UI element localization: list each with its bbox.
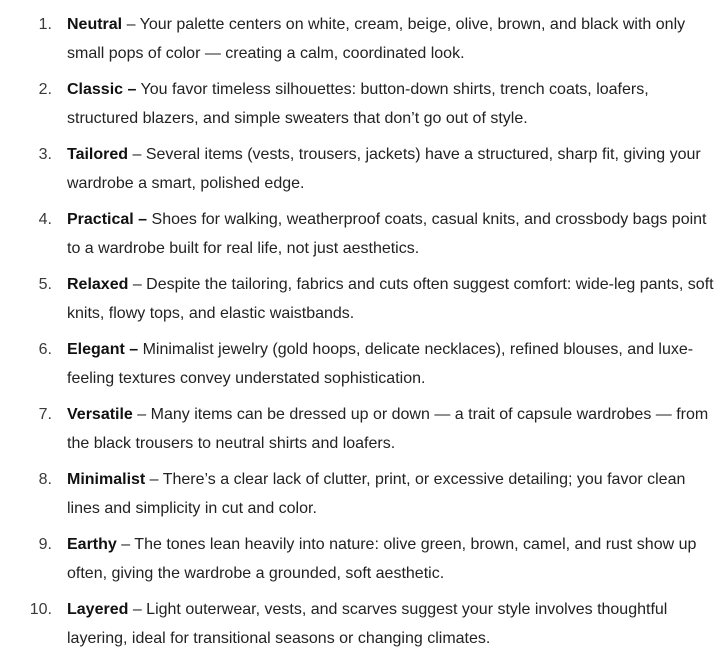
item-term: Elegant – (67, 341, 139, 358)
item-text (67, 595, 715, 653)
list-item (0, 140, 720, 202)
item-term: Classic – (67, 81, 137, 98)
item-term: Relaxed (67, 276, 129, 293)
item-description: Many items can be dressed up or down — a trait of capsule wardrobes — from the black trousers to neutral shirts and loafers. (67, 406, 709, 452)
item-text (67, 465, 715, 523)
item-term: Layered (67, 601, 129, 618)
item-number: 5. (38, 276, 52, 293)
item-dash: – (128, 601, 147, 618)
item-term: Minimalist (67, 471, 146, 488)
item-text (67, 335, 715, 393)
item-term: Tailored (67, 146, 129, 163)
item-description: The tones lean heavily into nature: olive green, brown, camel, and rust show up often, giving the wardrobe a grounded, soft aesthetic. (67, 536, 697, 582)
item-text (67, 75, 715, 133)
item-number: 4. (38, 211, 52, 228)
list-item (0, 335, 720, 397)
item-dash: – (128, 146, 146, 163)
item-number: 9. (38, 536, 52, 553)
item-dash: – (132, 406, 151, 423)
item-term: Neutral (67, 16, 123, 33)
item-term: Earthy (67, 536, 117, 553)
item-number: 8. (38, 471, 52, 488)
item-dash: – (116, 536, 135, 553)
item-text (67, 530, 715, 588)
item-number: 6. (38, 341, 52, 358)
list-item (0, 530, 720, 592)
item-number: 2. (38, 81, 52, 98)
item-dash: – (128, 276, 147, 293)
item-text (67, 270, 715, 328)
list-item (0, 465, 720, 527)
item-description: Despite the tailoring, fabrics and cuts often suggest comfort: wide-leg pants, soft knits, flowy tops, and elastic waistbands. (67, 276, 714, 322)
item-term: Versatile (67, 406, 133, 423)
item-description: Light outerwear, vests, and scarves suggest your style involves thoughtful layering, ideal for transitional seasons or changing climates. (67, 601, 668, 647)
item-description: Minimalist jewelry (gold hoops, delicate necklaces), refined blouses, and luxe-feeling textures convey understated sophistication. (67, 341, 694, 387)
list-item (0, 400, 720, 462)
item-description: Several items (vests, trousers, jackets) have a structured, sharp fit, giving your wardrobe a smart, polished edge. (67, 146, 701, 192)
list-item (0, 270, 720, 332)
item-text (67, 10, 715, 68)
item-description: Shoes for walking, weatherproof coats, casual knits, and crossbody bags point to a wardrobe built for real life, not just aesthetics. (67, 211, 707, 257)
item-number: 10. (29, 601, 52, 618)
item-text (67, 140, 715, 198)
item-term: Practical – (67, 211, 148, 228)
item-number: 3. (38, 146, 52, 163)
list-item (0, 10, 720, 72)
item-number: 7. (38, 406, 52, 423)
list-item (0, 205, 720, 267)
item-text (67, 400, 715, 458)
item-description: You favor timeless silhouettes: button-down shirts, trench coats, loafers, structured blazers, and simple sweaters that don’t go out of style. (67, 81, 649, 127)
item-description: There’s a clear lack of clutter, print, or excessive detailing; you favor clean lines and simplicity in cut and color. (67, 471, 686, 517)
item-text (67, 205, 715, 263)
item-number: 1. (38, 16, 52, 33)
item-dash: – (145, 471, 163, 488)
item-description: Your palette centers on white, cream, beige, olive, brown, and black with only small pops of color — creating a calm, coordinated look. (67, 16, 686, 62)
list-item (0, 595, 720, 657)
list-item (0, 75, 720, 137)
item-dash: – (122, 16, 140, 33)
